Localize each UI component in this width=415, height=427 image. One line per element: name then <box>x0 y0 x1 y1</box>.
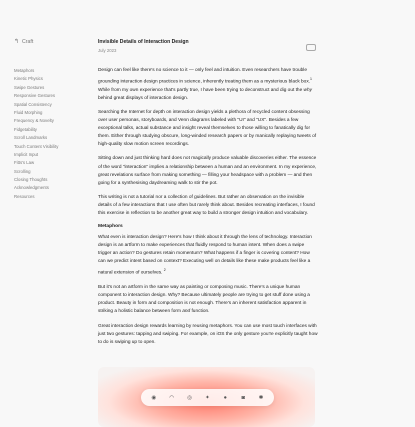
sidebar-item-responsive-gestures[interactable]: Responsive Gestures <box>14 93 56 99</box>
sidebar-item-scroll-landmarks[interactable]: Scroll Landmarks <box>14 135 48 141</box>
back-link-label: Craft <box>22 38 34 45</box>
page-title: Invisible Details of Interaction Design <box>98 39 189 45</box>
sidebar-item-fluid-morphing[interactable]: Fluid Morphing <box>14 109 43 115</box>
github-icon[interactable]: ● <box>223 394 227 401</box>
stop-icon[interactable]: ◉ <box>151 394 157 401</box>
sidebar-item-frequency-novelty[interactable]: Frequency & Novelty <box>14 118 54 124</box>
table-of-contents <box>14 67 84 201</box>
article-header <box>98 39 318 53</box>
paragraph: Searching the Internet for depth on interaction design yields a plethora of recycled content obsessing over user personas, storyboards, and Venn diagrams labeled with "UI" and "UX". Besides a few exceptional talks, actual substance and insight reveal themselves to those willing to fanatically dig for them. Either through studying obscure, long-winded research papers or by manically replaying tweets of high-quality slow motion screen recordings. <box>98 109 317 148</box>
sidebar-item-fitts-law[interactable]: Fitts's Law <box>14 160 35 166</box>
demo-dock <box>141 389 274 406</box>
headphones-icon[interactable]: ◠ <box>169 394 175 401</box>
publish-date: July 2023 <box>98 48 117 53</box>
back-link[interactable] <box>14 38 33 45</box>
footnote-ref[interactable]: 1 <box>310 77 312 82</box>
sidebar-item-closing-thoughts[interactable]: Closing Thoughts <box>14 177 48 183</box>
paragraph: What even is interaction design? Here's how I think about it through the lens of technology. Interaction design is an artform to make experiences that fluidly respond to human intent. When does a swipe trigger an action? Do gestures retain momentum? What happens if a finger is covering content? How can we predict intent based on context? Executing well on details like these make products feel like a natural extension of ourselves. $^2$ <box>98 235 312 277</box>
compass-icon[interactable]: ◎ <box>187 394 193 401</box>
sidebar-item-fidgetability[interactable]: Fidgetability <box>14 126 37 132</box>
sidebar-item-resources[interactable]: Resources <box>14 193 35 199</box>
sidebar-item-scrolling[interactable]: Scrolling <box>14 168 31 174</box>
arrow-left-icon: ↰ <box>14 39 20 45</box>
chat-icon[interactable]: ◙ <box>241 394 245 401</box>
paragraph: Design can feel like there's no science to it — only feel and intuition. Even researchers have trouble grounding interaction design practices in science, inherently treating them as a mysterious black box.$^1$ While from my own experience that's partly true, I have been trying to deconstruct and dig out the why behind great displays of interaction design. <box>98 68 312 101</box>
safari-icon[interactable]: ✦ <box>205 394 210 401</box>
paragraph: This writing is not a tutorial nor a collection of guidelines. But rather an observation on the invisible details of a few interactions that I use often but rarely think about. Besides recreating interfaces, I found this exercise in reflection to be another great way to build a stronger design intuition and vocabulary. <box>98 194 315 216</box>
sidebar-item-metaphors[interactable]: Metaphors <box>14 68 35 73</box>
settings-icon[interactable]: ✱ <box>258 394 264 401</box>
sidebar-item-swipe-gestures[interactable]: Swipe Gestures <box>14 84 45 90</box>
sidebar-item-implicit-input[interactable]: Implicit Input <box>14 151 39 157</box>
paragraph: Great interaction design rewards learning by reusing metaphors. You can use most touch interfaces with just two gestures: tapping and swiping. For example, on iOS the only gesture you're explicitly taught how to do is swiping up to open. <box>98 323 318 345</box>
copy-link-icon[interactable] <box>306 44 316 51</box>
section-heading: Metaphors <box>98 224 123 230</box>
sidebar-item-kinetic-physics[interactable]: Kinetic Physics <box>14 76 43 82</box>
paragraph: Sitting down and just thinking hard does not magically produce valuable discoveries either. The essence of the word "interaction" implies a relationship between a human and an environment. In my experience, great revelations surface from making something — filling your headspace with a problem — and then going for a synthesising daydreaming walk to stir the pot. <box>98 156 317 186</box>
sidebar-item-acknowledgments[interactable]: Acknowledgments <box>14 185 49 191</box>
sidebar-item-spatial-consistency[interactable]: Spatial Consistency <box>14 101 52 107</box>
paragraph: But it's not an artform in the same way as painting or composing music. There's a unique human component to interaction design. Why? Because ultimately people are trying to get stuff done using a product. Beauty in form and composition is not enough. There's an inherent satisfaction apparent in striking a holistic balance between form and function. <box>98 285 310 315</box>
footnote-ref[interactable]: 2 <box>163 268 166 273</box>
article-body <box>98 67 318 353</box>
sidebar-item-touch-content-visibility[interactable]: Touch Content Visibility <box>14 143 59 149</box>
